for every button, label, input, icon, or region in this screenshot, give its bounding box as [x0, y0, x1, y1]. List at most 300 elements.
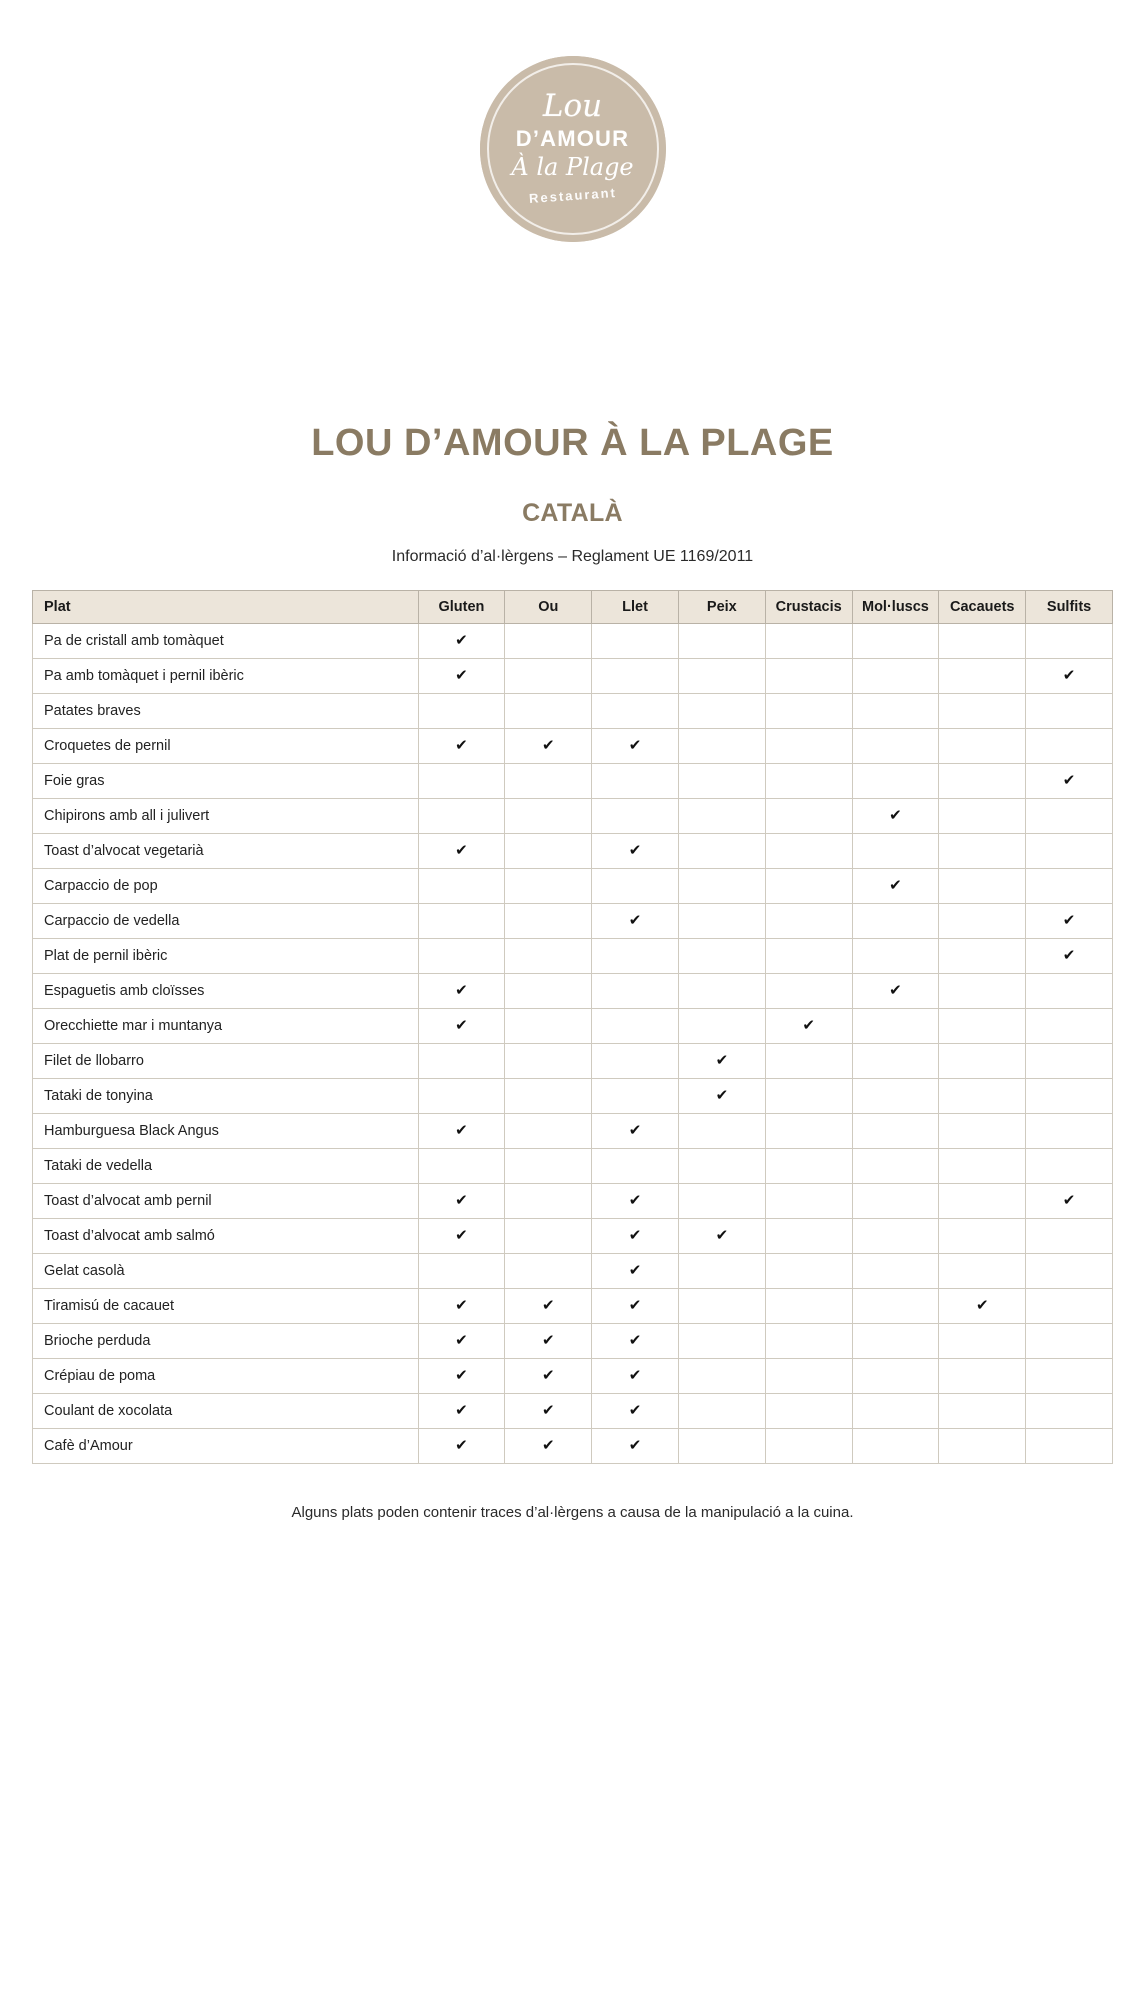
allergen-empty-cell — [939, 799, 1026, 834]
logo-line-lou: Lou — [542, 87, 603, 124]
allergen-empty-cell — [765, 1394, 852, 1429]
check-icon: ✔ — [628, 1297, 642, 1314]
allergen-empty-cell — [939, 624, 1026, 659]
allergen-empty-cell — [852, 1254, 939, 1289]
allergen-empty-cell — [765, 1429, 852, 1464]
allergen-empty-cell — [418, 1079, 505, 1114]
allergen-empty-cell — [1026, 834, 1113, 869]
check-icon: ✔ — [455, 1297, 468, 1314]
table-row — [33, 974, 1113, 1009]
dish-name: Plat de pernil ibèric — [33, 939, 419, 974]
check-icon: ✔ — [628, 1367, 642, 1384]
allergen-empty-cell — [852, 764, 939, 799]
allergen-empty-cell — [852, 1079, 939, 1114]
allergen-empty-cell — [418, 869, 505, 904]
allergen-empty-cell — [765, 869, 852, 904]
allergen-empty-cell — [765, 1359, 852, 1394]
dish-name: Orecchiette mar i muntanya — [33, 1009, 419, 1044]
allergen-empty-cell — [592, 764, 679, 799]
allergen-empty-cell — [852, 1289, 939, 1324]
allergen-empty-cell — [505, 694, 592, 729]
table-row — [33, 939, 1113, 974]
allergen-empty-cell — [852, 834, 939, 869]
column-header-egg: Ou — [505, 591, 592, 624]
check-icon: ✔ — [455, 1227, 468, 1244]
check-icon: ✔ — [628, 1192, 642, 1209]
allergen-empty-cell — [939, 904, 1026, 939]
allergen-empty-cell — [939, 1219, 1026, 1254]
allergen-empty-cell — [1026, 1009, 1113, 1044]
allergen-mark-cell — [592, 1114, 679, 1149]
table-row — [33, 869, 1113, 904]
dish-name: Gelat casolà — [33, 1254, 419, 1289]
logo-line-damour: D’AMOUR — [515, 125, 630, 151]
allergen-mark-cell — [418, 659, 505, 694]
allergen-empty-cell — [852, 694, 939, 729]
check-icon: ✔ — [455, 982, 468, 999]
allergen-empty-cell — [678, 799, 765, 834]
table-row — [33, 624, 1113, 659]
check-icon: ✔ — [455, 1122, 468, 1139]
allergen-empty-cell — [505, 1219, 592, 1254]
check-icon: ✔ — [715, 1227, 729, 1244]
allergen-mark-cell — [418, 1429, 505, 1464]
allergen-mark-cell — [852, 799, 939, 834]
dish-name: Tiramisú de cacauet — [33, 1289, 419, 1324]
check-icon: ✔ — [628, 1437, 642, 1454]
dish-name: Croquetes de pernil — [33, 729, 419, 764]
allergen-empty-cell — [852, 939, 939, 974]
allergen-empty-cell — [1026, 1359, 1113, 1394]
allergen-empty-cell — [852, 1394, 939, 1429]
allergen-empty-cell — [765, 939, 852, 974]
allergen-mark-cell — [592, 1289, 679, 1324]
allergen-empty-cell — [1026, 624, 1113, 659]
allergen-empty-cell — [592, 1044, 679, 1079]
table-header — [33, 591, 1113, 624]
allergen-empty-cell — [765, 624, 852, 659]
allergen-mark-cell — [592, 1394, 679, 1429]
allergen-empty-cell — [592, 624, 679, 659]
check-icon: ✔ — [802, 1017, 815, 1034]
allergen-empty-cell — [592, 974, 679, 1009]
allergen-mark-cell — [418, 834, 505, 869]
allergen-mark-cell — [592, 834, 679, 869]
allergen-mark-cell — [1026, 659, 1113, 694]
allergen-empty-cell — [418, 1044, 505, 1079]
check-icon: ✔ — [889, 877, 902, 894]
check-icon: ✔ — [628, 1262, 642, 1279]
allergen-empty-cell — [765, 799, 852, 834]
allergen-empty-cell — [678, 1184, 765, 1219]
allergen-mark-cell — [418, 729, 505, 764]
allergen-empty-cell — [939, 1114, 1026, 1149]
dish-name: Patates braves — [33, 694, 419, 729]
allergen-empty-cell — [939, 1009, 1026, 1044]
allergen-empty-cell — [939, 1429, 1026, 1464]
allergen-empty-cell — [505, 1114, 592, 1149]
allergen-empty-cell — [418, 1149, 505, 1184]
column-header-sulphites: Sulfits — [1026, 591, 1113, 624]
check-icon: ✔ — [455, 1437, 468, 1454]
allergen-mark-cell — [592, 1254, 679, 1289]
allergen-mark-cell — [418, 974, 505, 1009]
table-row — [33, 1149, 1113, 1184]
allergen-empty-cell — [765, 1114, 852, 1149]
allergen-mark-cell — [418, 1114, 505, 1149]
column-header-crustaceans: Crustacis — [765, 591, 852, 624]
table-row — [33, 1359, 1113, 1394]
allergen-mark-cell — [505, 1394, 592, 1429]
check-icon: ✔ — [889, 982, 902, 999]
dish-name: Crépiau de poma — [33, 1359, 419, 1394]
column-header-milk: Llet — [592, 591, 679, 624]
check-icon: ✔ — [1062, 947, 1076, 964]
allergen-empty-cell — [939, 1394, 1026, 1429]
allergen-empty-cell — [765, 764, 852, 799]
allergen-table-container — [32, 590, 1113, 1464]
allergen-mark-cell — [678, 1044, 765, 1079]
allergen-empty-cell — [505, 659, 592, 694]
allergen-empty-cell — [852, 904, 939, 939]
allergen-empty-cell — [939, 1044, 1026, 1079]
table-row — [33, 834, 1113, 869]
table-row — [33, 1254, 1113, 1289]
allergen-empty-cell — [1026, 1289, 1113, 1324]
check-icon: ✔ — [455, 842, 468, 859]
allergen-empty-cell — [418, 1254, 505, 1289]
allergen-empty-cell — [1026, 1429, 1113, 1464]
allergen-empty-cell — [678, 834, 765, 869]
allergen-mark-cell — [505, 1324, 592, 1359]
allergen-empty-cell — [505, 1149, 592, 1184]
allergen-empty-cell — [678, 1009, 765, 1044]
allergen-mark-cell — [765, 1009, 852, 1044]
table-row — [33, 764, 1113, 799]
allergen-empty-cell — [1026, 1219, 1113, 1254]
table-row — [33, 1394, 1113, 1429]
allergen-empty-cell — [678, 1394, 765, 1429]
check-icon: ✔ — [1062, 667, 1076, 684]
allergen-empty-cell — [505, 869, 592, 904]
check-icon: ✔ — [975, 1297, 989, 1314]
allergen-mark-cell — [592, 1219, 679, 1254]
allergen-empty-cell — [1026, 1044, 1113, 1079]
check-icon: ✔ — [889, 807, 902, 824]
allergen-mark-cell — [418, 624, 505, 659]
table-row — [33, 904, 1113, 939]
allergen-empty-cell — [678, 1114, 765, 1149]
allergen-mark-cell — [505, 1359, 592, 1394]
allergen-empty-cell — [1026, 974, 1113, 1009]
allergen-mark-cell — [939, 1289, 1026, 1324]
allergen-empty-cell — [939, 694, 1026, 729]
check-icon: ✔ — [455, 1402, 468, 1419]
allergen-empty-cell — [939, 974, 1026, 1009]
allergen-empty-cell — [939, 764, 1026, 799]
document-heading-block — [0, 422, 1145, 566]
dish-name: Hamburguesa Black Angus — [33, 1114, 419, 1149]
check-icon: ✔ — [628, 912, 642, 929]
allergen-empty-cell — [678, 624, 765, 659]
check-icon: ✔ — [455, 1192, 468, 1209]
check-icon: ✔ — [541, 1437, 555, 1454]
check-icon: ✔ — [455, 1332, 468, 1349]
allergen-mark-cell — [592, 904, 679, 939]
allergen-mark-cell — [852, 974, 939, 1009]
table-row — [33, 1184, 1113, 1219]
table-row — [33, 799, 1113, 834]
allergen-empty-cell — [678, 1149, 765, 1184]
allergen-empty-cell — [1026, 1254, 1113, 1289]
allergen-mark-cell — [1026, 764, 1113, 799]
dish-name: Toast d’alvocat amb salmó — [33, 1219, 419, 1254]
allergen-mark-cell — [505, 1289, 592, 1324]
allergen-empty-cell — [678, 904, 765, 939]
allergen-mark-cell — [592, 1429, 679, 1464]
allergen-empty-cell — [592, 659, 679, 694]
check-icon: ✔ — [455, 737, 468, 754]
allergen-mark-cell — [418, 1359, 505, 1394]
table-row — [33, 1429, 1113, 1464]
table-row — [33, 1289, 1113, 1324]
allergen-mark-cell — [852, 869, 939, 904]
allergen-mark-cell — [505, 1429, 592, 1464]
allergen-empty-cell — [852, 1219, 939, 1254]
allergen-empty-cell — [678, 729, 765, 764]
check-icon: ✔ — [628, 1332, 642, 1349]
allergen-empty-cell — [592, 939, 679, 974]
allergen-empty-cell — [765, 1324, 852, 1359]
check-icon: ✔ — [628, 1402, 642, 1419]
allergen-empty-cell — [852, 624, 939, 659]
allergen-empty-cell — [418, 799, 505, 834]
allergen-mark-cell — [418, 1184, 505, 1219]
restaurant-logo — [480, 56, 666, 242]
allergen-empty-cell — [678, 1429, 765, 1464]
allergen-empty-cell — [939, 1254, 1026, 1289]
allergen-empty-cell — [678, 764, 765, 799]
allergen-empty-cell — [1026, 869, 1113, 904]
check-icon: ✔ — [455, 1367, 468, 1384]
allergen-empty-cell — [592, 1009, 679, 1044]
table-row — [33, 729, 1113, 764]
allergen-empty-cell — [678, 1324, 765, 1359]
table-row — [33, 1114, 1113, 1149]
table-row — [33, 1079, 1113, 1114]
allergen-empty-cell — [505, 1044, 592, 1079]
allergen-empty-cell — [852, 1044, 939, 1079]
dish-name: Espaguetis amb cloïsses — [33, 974, 419, 1009]
table-header-row — [33, 591, 1113, 624]
table-row — [33, 1324, 1113, 1359]
allergen-empty-cell — [678, 694, 765, 729]
allergen-empty-cell — [852, 1149, 939, 1184]
check-icon: ✔ — [715, 1052, 729, 1069]
dish-name: Pa amb tomàquet i pernil ibèric — [33, 659, 419, 694]
allergen-empty-cell — [1026, 694, 1113, 729]
check-icon: ✔ — [541, 737, 555, 754]
allergen-empty-cell — [505, 974, 592, 1009]
allergen-empty-cell — [939, 729, 1026, 764]
allergen-mark-cell — [592, 729, 679, 764]
allergen-empty-cell — [1026, 1149, 1113, 1184]
column-header-fish: Peix — [678, 591, 765, 624]
allergen-mark-cell — [1026, 904, 1113, 939]
allergen-mark-cell — [418, 1009, 505, 1044]
allergen-empty-cell — [418, 939, 505, 974]
logo-line-a-la-plage: À la Plage — [511, 152, 634, 181]
allergen-mark-cell — [678, 1219, 765, 1254]
check-icon: ✔ — [628, 737, 642, 754]
allergen-empty-cell — [1026, 1394, 1113, 1429]
allergen-empty-cell — [939, 1324, 1026, 1359]
allergen-mark-cell — [592, 1184, 679, 1219]
allergen-empty-cell — [765, 1149, 852, 1184]
allergen-empty-cell — [505, 624, 592, 659]
allergen-empty-cell — [1026, 729, 1113, 764]
check-icon: ✔ — [455, 667, 468, 684]
allergen-empty-cell — [505, 764, 592, 799]
table-row — [33, 1044, 1113, 1079]
table-row — [33, 1009, 1113, 1044]
logo-line-restaurant: Restaurant — [528, 184, 617, 206]
allergen-mark-cell — [418, 1324, 505, 1359]
dish-name: Chipirons amb all i julivert — [33, 799, 419, 834]
allergen-empty-cell — [592, 1149, 679, 1184]
allergen-empty-cell — [765, 1289, 852, 1324]
allergen-empty-cell — [678, 974, 765, 1009]
allergen-empty-cell — [678, 1359, 765, 1394]
allergen-empty-cell — [505, 1079, 592, 1114]
column-header-gluten: Gluten — [418, 591, 505, 624]
allergen-mark-cell — [1026, 1184, 1113, 1219]
dish-name: Brioche perduda — [33, 1324, 419, 1359]
traces-footnote: Alguns plats poden contenir traces d’al·lèrgens a causa de la manipulació a la cuina. — [291, 1504, 854, 1521]
allergen-mark-cell — [592, 1324, 679, 1359]
allergen-mark-cell — [418, 1289, 505, 1324]
column-header-molluscs: Mol·luscs — [852, 591, 939, 624]
allergen-empty-cell — [939, 869, 1026, 904]
allergen-empty-cell — [939, 1079, 1026, 1114]
allergen-empty-cell — [852, 1009, 939, 1044]
page-title: LOU D’AMOUR À LA PLAGE — [311, 422, 834, 464]
allergen-empty-cell — [1026, 1079, 1113, 1114]
allergen-empty-cell — [765, 1254, 852, 1289]
allergen-empty-cell — [852, 659, 939, 694]
allergen-empty-cell — [765, 834, 852, 869]
allergen-empty-cell — [505, 1254, 592, 1289]
allergen-empty-cell — [505, 904, 592, 939]
allergen-empty-cell — [678, 869, 765, 904]
check-icon: ✔ — [541, 1297, 555, 1314]
dish-name: Coulant de xocolata — [33, 1394, 419, 1429]
dish-name: Carpaccio de vedella — [33, 904, 419, 939]
dish-name: Toast d’alvocat vegetarià — [33, 834, 419, 869]
regulation-subtitle: Informació d’al·lèrgens – Reglament UE 1169/2011 — [391, 548, 754, 565]
allergen-empty-cell — [505, 939, 592, 974]
allergen-mark-cell — [678, 1079, 765, 1114]
table-body — [33, 624, 1113, 1464]
table-row — [33, 659, 1113, 694]
allergen-empty-cell — [765, 659, 852, 694]
allergen-empty-cell — [939, 1184, 1026, 1219]
allergen-table — [32, 590, 1113, 1464]
allergen-mark-cell — [418, 1219, 505, 1254]
check-icon: ✔ — [541, 1332, 555, 1349]
allergen-empty-cell — [939, 939, 1026, 974]
allergen-empty-cell — [1026, 799, 1113, 834]
allergen-empty-cell — [939, 834, 1026, 869]
dish-name: Toast d’alvocat amb pernil — [33, 1184, 419, 1219]
allergen-empty-cell — [678, 659, 765, 694]
allergen-mark-cell — [505, 729, 592, 764]
allergen-empty-cell — [765, 1184, 852, 1219]
dish-name: Carpaccio de pop — [33, 869, 419, 904]
check-icon: ✔ — [715, 1087, 729, 1104]
check-icon: ✔ — [1062, 772, 1076, 789]
check-icon: ✔ — [541, 1367, 555, 1384]
allergen-empty-cell — [939, 1149, 1026, 1184]
allergen-empty-cell — [592, 694, 679, 729]
column-header-dish: Plat — [33, 591, 419, 624]
allergen-empty-cell — [765, 974, 852, 1009]
check-icon: ✔ — [628, 1122, 642, 1139]
allergen-empty-cell — [939, 659, 1026, 694]
allergen-empty-cell — [765, 904, 852, 939]
check-icon: ✔ — [1062, 1192, 1076, 1209]
check-icon: ✔ — [628, 1227, 642, 1244]
allergen-empty-cell — [505, 834, 592, 869]
allergen-empty-cell — [678, 1254, 765, 1289]
allergen-empty-cell — [505, 1009, 592, 1044]
allergen-empty-cell — [592, 1079, 679, 1114]
allergen-mark-cell — [1026, 939, 1113, 974]
dish-name: Foie gras — [33, 764, 419, 799]
table-row — [33, 694, 1113, 729]
allergen-empty-cell — [592, 869, 679, 904]
allergen-empty-cell — [592, 799, 679, 834]
allergen-empty-cell — [678, 1289, 765, 1324]
check-icon: ✔ — [628, 842, 642, 859]
allergen-empty-cell — [1026, 1324, 1113, 1359]
allergen-mark-cell — [418, 1394, 505, 1429]
logo-container — [0, 0, 1145, 242]
allergen-empty-cell — [418, 764, 505, 799]
dish-name: Cafè d’Amour — [33, 1429, 419, 1464]
allergen-empty-cell — [418, 904, 505, 939]
check-icon: ✔ — [1062, 912, 1076, 929]
allergen-empty-cell — [852, 729, 939, 764]
dish-name: Tataki de tonyina — [33, 1079, 419, 1114]
allergen-empty-cell — [765, 1044, 852, 1079]
dish-name: Pa de cristall amb tomàquet — [33, 624, 419, 659]
allergen-empty-cell — [852, 1359, 939, 1394]
allergen-empty-cell — [505, 1184, 592, 1219]
allergen-empty-cell — [1026, 1114, 1113, 1149]
allergen-empty-cell — [765, 1079, 852, 1114]
dish-name: Tataki de vedella — [33, 1149, 419, 1184]
allergen-empty-cell — [852, 1184, 939, 1219]
allergen-empty-cell — [852, 1429, 939, 1464]
allergen-empty-cell — [852, 1324, 939, 1359]
allergen-empty-cell — [765, 694, 852, 729]
allergen-empty-cell — [765, 1219, 852, 1254]
allergen-empty-cell — [505, 799, 592, 834]
dish-name: Filet de llobarro — [33, 1044, 419, 1079]
allergen-empty-cell — [939, 1359, 1026, 1394]
column-header-peanuts: Cacauets — [939, 591, 1026, 624]
